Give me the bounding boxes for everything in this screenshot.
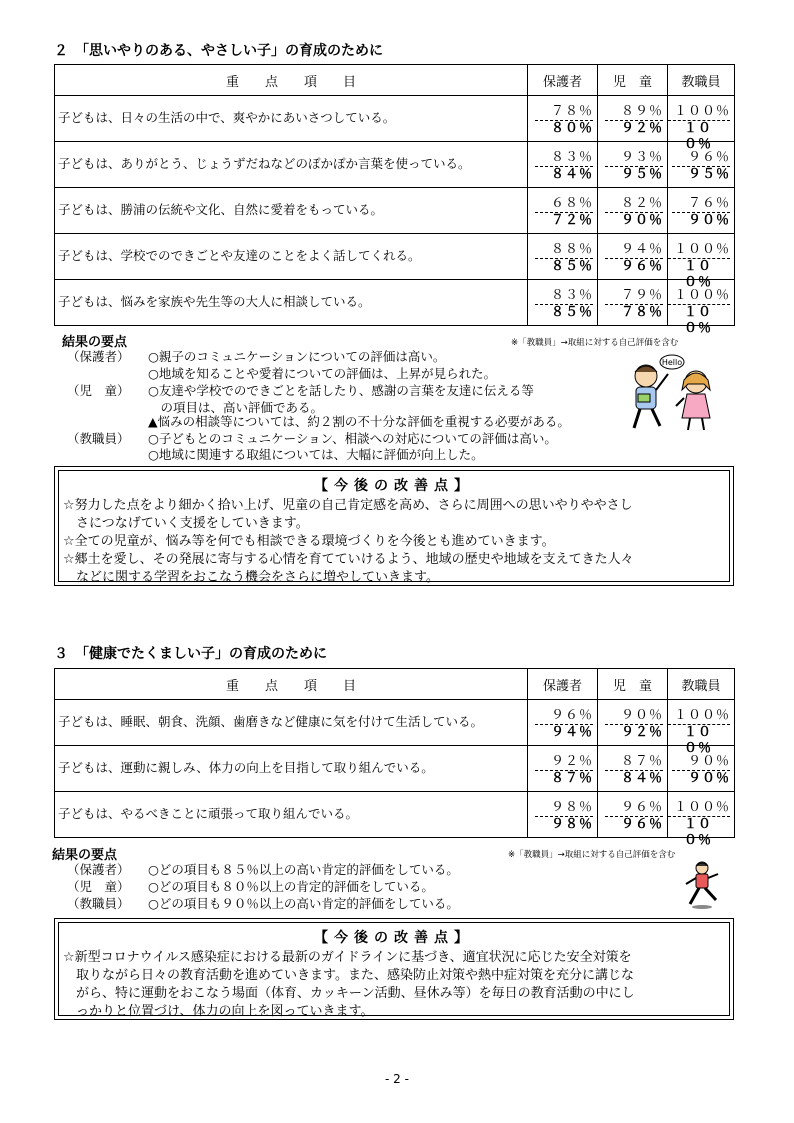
improvement-line: ☆新型コロナウイルス感染症における最新のガイドラインに基づき、適宜状況に応じた安全対策を bbox=[63, 950, 632, 965]
improvement-line: っかりと位置づけ、体力の向上を図っていきます。 bbox=[63, 1004, 374, 1019]
section2-summary-title: 結果の要点 bbox=[62, 335, 128, 350]
curr-value: ９８％ bbox=[535, 816, 593, 833]
item-text: 子どもは、悩みを家族や先生等の大人に相談している。 bbox=[55, 280, 528, 326]
header-parents: 保護者 bbox=[528, 65, 598, 96]
curr-value: ９２％ bbox=[605, 120, 663, 137]
prev-value: ９６％ bbox=[687, 150, 730, 165]
summary-text: ○どの項目も８０％以上の肯定的評価をしている。 bbox=[148, 879, 434, 894]
curr-value: ９５％ bbox=[672, 166, 730, 183]
improvement-line: ☆郷土を愛し、その発展に寄与する心情を育てていけるよう、地域の歴史や地域を支えてきた人々 bbox=[63, 552, 634, 567]
summary-text: ○どの項目も９０％以上の高い肯定的評価をしている。 bbox=[148, 896, 459, 911]
item-text: 子どもは、日々の生活の中で、爽やかにあいさつしている。 bbox=[55, 96, 528, 142]
curr-value: ８４％ bbox=[605, 770, 663, 787]
section2-title: ２ 「思いやりのある、やさしい子」の育成のために bbox=[54, 43, 383, 59]
improvement-title: 【今後の改善点】 bbox=[314, 478, 474, 494]
table-row bbox=[55, 142, 735, 188]
curr-value: ９６％ bbox=[605, 258, 663, 275]
prev-value: ９２％ bbox=[550, 754, 593, 769]
hello-bubble-text: Hello bbox=[661, 358, 683, 367]
prev-value: ９０％ bbox=[687, 754, 730, 769]
summary-text: ○どの項目も８５％以上の高い肯定的評価をしている。 bbox=[148, 862, 459, 877]
item-text: 子どもは、学校でのできごとや友達のことをよく話してくれる。 bbox=[55, 234, 528, 280]
prev-value: ９８％ bbox=[550, 800, 593, 815]
table-row bbox=[55, 234, 735, 280]
header-parents: 保護者 bbox=[528, 669, 598, 700]
prev-value: ９０％ bbox=[620, 708, 663, 723]
prev-value: ７８％ bbox=[550, 104, 593, 119]
curr-value: ９５％ bbox=[605, 166, 663, 183]
section3-improvement-box bbox=[54, 918, 734, 1020]
table-row bbox=[55, 792, 735, 838]
curr-value: ９０％ bbox=[672, 212, 730, 229]
summary-text: ○子どもとのコミュニケーション、相談への対応についての評価は高い。 bbox=[148, 431, 557, 446]
header-staff: 教職員 bbox=[668, 669, 735, 700]
summary-text: ○地域を知ることや愛着についての評価は、上昇が見られた。 bbox=[148, 366, 497, 381]
item-text: 子どもは、睡眠、朝食、洗顔、歯磨きなど健康に気を付けて生活している。 bbox=[55, 700, 528, 746]
item-text: 子どもは、やるべきことに頑張って取り組んでいる。 bbox=[55, 792, 528, 838]
curr-value: １００％ bbox=[668, 816, 730, 849]
table-row bbox=[55, 96, 735, 142]
children-illustration bbox=[614, 348, 730, 432]
prev-value: ８８％ bbox=[550, 242, 593, 257]
prev-value: １００％ bbox=[673, 800, 730, 815]
prev-value: ７６％ bbox=[687, 196, 730, 211]
prev-value: ８３％ bbox=[550, 288, 593, 303]
curr-value: ８０％ bbox=[535, 120, 593, 137]
prev-value: ９３％ bbox=[620, 150, 663, 165]
curr-value: ７８％ bbox=[605, 304, 663, 321]
prev-value: ８７％ bbox=[620, 754, 663, 769]
summary-who: （教職員） bbox=[67, 896, 130, 911]
summary-who: （保護者） bbox=[67, 862, 130, 877]
section3-summary-title: 結果の要点 bbox=[52, 848, 118, 863]
header-students: 児 童 bbox=[598, 669, 668, 700]
summary-text: ○友達や学校でのできごとを話したり、感謝の言葉を友達に伝える等 bbox=[148, 383, 534, 398]
curr-value: ８７％ bbox=[535, 770, 593, 787]
prev-value: ８９％ bbox=[620, 104, 663, 119]
curr-value: ７２％ bbox=[535, 212, 593, 229]
improvement-line: ☆全ての児童が、悩み等を何でも相談できる環境づくりを今後とも進めていきます。 bbox=[63, 534, 555, 549]
item-text: 子どもは、勝浦の伝統や文化、自然に愛着をもっている。 bbox=[55, 188, 528, 234]
section3-title: ３ 「健康でたくましい子」の育成のために bbox=[54, 646, 327, 662]
header-item: 重 点 項 目 bbox=[55, 669, 528, 700]
header-staff: 教職員 bbox=[668, 65, 735, 96]
header-students: 児 童 bbox=[598, 65, 668, 96]
summary-text: ▲悩みの相談等については、約２割の不十分な評価を重視する必要がある。 bbox=[148, 414, 570, 429]
summary-who: （教職員） bbox=[67, 431, 130, 446]
summary-text: ○親子のコミュニケーションについての評価は高い。 bbox=[148, 349, 446, 364]
improvement-line: 取りながら日々の教育活動を進めていきます。また、感染防止対策や熱中症対策を充分に講じな bbox=[63, 968, 634, 983]
prev-value: ７９％ bbox=[620, 288, 663, 303]
curr-value: ８５％ bbox=[535, 304, 593, 321]
prev-value: ９６％ bbox=[620, 800, 663, 815]
table-row bbox=[55, 700, 735, 746]
curr-value: １００％ bbox=[668, 724, 730, 757]
curr-value: ９２％ bbox=[605, 724, 663, 741]
curr-value: ８５％ bbox=[535, 258, 593, 275]
summary-who: （児 童） bbox=[67, 383, 130, 398]
improvement-line: がら、特に運動をおこなう場面（体育、カッキーン活動、昼休み等）を毎日の教育活動の中にし bbox=[63, 986, 635, 1001]
prev-value: １００％ bbox=[673, 708, 730, 723]
table-row bbox=[55, 746, 735, 792]
summary-text: ○地域に関連する取組については、大幅に評価が向上した。 bbox=[148, 447, 484, 462]
curr-value: １００％ bbox=[668, 304, 730, 337]
table-row bbox=[55, 188, 735, 234]
prev-value: ８２％ bbox=[620, 196, 663, 211]
curr-value: １００％ bbox=[668, 258, 730, 291]
prev-value: ９６％ bbox=[550, 708, 593, 723]
section2-table bbox=[54, 64, 735, 336]
summary-who: （保護者） bbox=[67, 349, 130, 364]
curr-value: ９０％ bbox=[605, 212, 663, 229]
section3-note: ※「教職員」→取組に対する自己評価を含む bbox=[508, 850, 676, 860]
section3-table bbox=[54, 668, 735, 848]
prev-value: １００％ bbox=[673, 242, 730, 257]
table-row bbox=[55, 280, 735, 326]
improvement-title: 【今後の改善点】 bbox=[314, 930, 474, 946]
curr-value: ９４％ bbox=[535, 724, 593, 741]
page-number: - 2 - bbox=[385, 1072, 409, 1086]
prev-value: ８３％ bbox=[550, 150, 593, 165]
prev-value: １００％ bbox=[673, 288, 730, 303]
prev-value: ６８％ bbox=[550, 196, 593, 211]
item-text: 子どもは、ありがとう、じょうずだねなどのぽかぽか言葉を使っている。 bbox=[55, 142, 528, 188]
header-item: 重 点 項 目 bbox=[55, 65, 528, 96]
curr-value: ９６％ bbox=[605, 816, 663, 833]
section2-improvement-box bbox=[54, 466, 734, 586]
curr-value: １００％ bbox=[668, 120, 730, 153]
prev-value: ９４％ bbox=[620, 242, 663, 257]
improvement-line: ☆努力した点をより細かく拾い上げ、児童の自己肯定感を高め、さらに周囲への思いやりややさし bbox=[63, 498, 633, 513]
section2-note: ※「教職員」→取組に対する自己評価を含む bbox=[511, 338, 679, 348]
curr-value: ９０％ bbox=[672, 770, 730, 787]
prev-value: １００％ bbox=[673, 104, 730, 119]
improvement-line: などに関する学習をおこなう機会をさらに増やしていきます。 bbox=[63, 570, 439, 585]
summary-who: （児 童） bbox=[67, 879, 130, 894]
item-text: 子どもは、運動に親しみ、体力の向上を目指して取り組んでいる。 bbox=[55, 746, 528, 792]
improvement-line: さにつなげていく支援をしていきます。 bbox=[63, 516, 309, 531]
runner-illustration bbox=[680, 860, 726, 910]
curr-value: ８４％ bbox=[535, 166, 593, 183]
summary-text: の項目は、高い評価である。 bbox=[148, 400, 324, 415]
